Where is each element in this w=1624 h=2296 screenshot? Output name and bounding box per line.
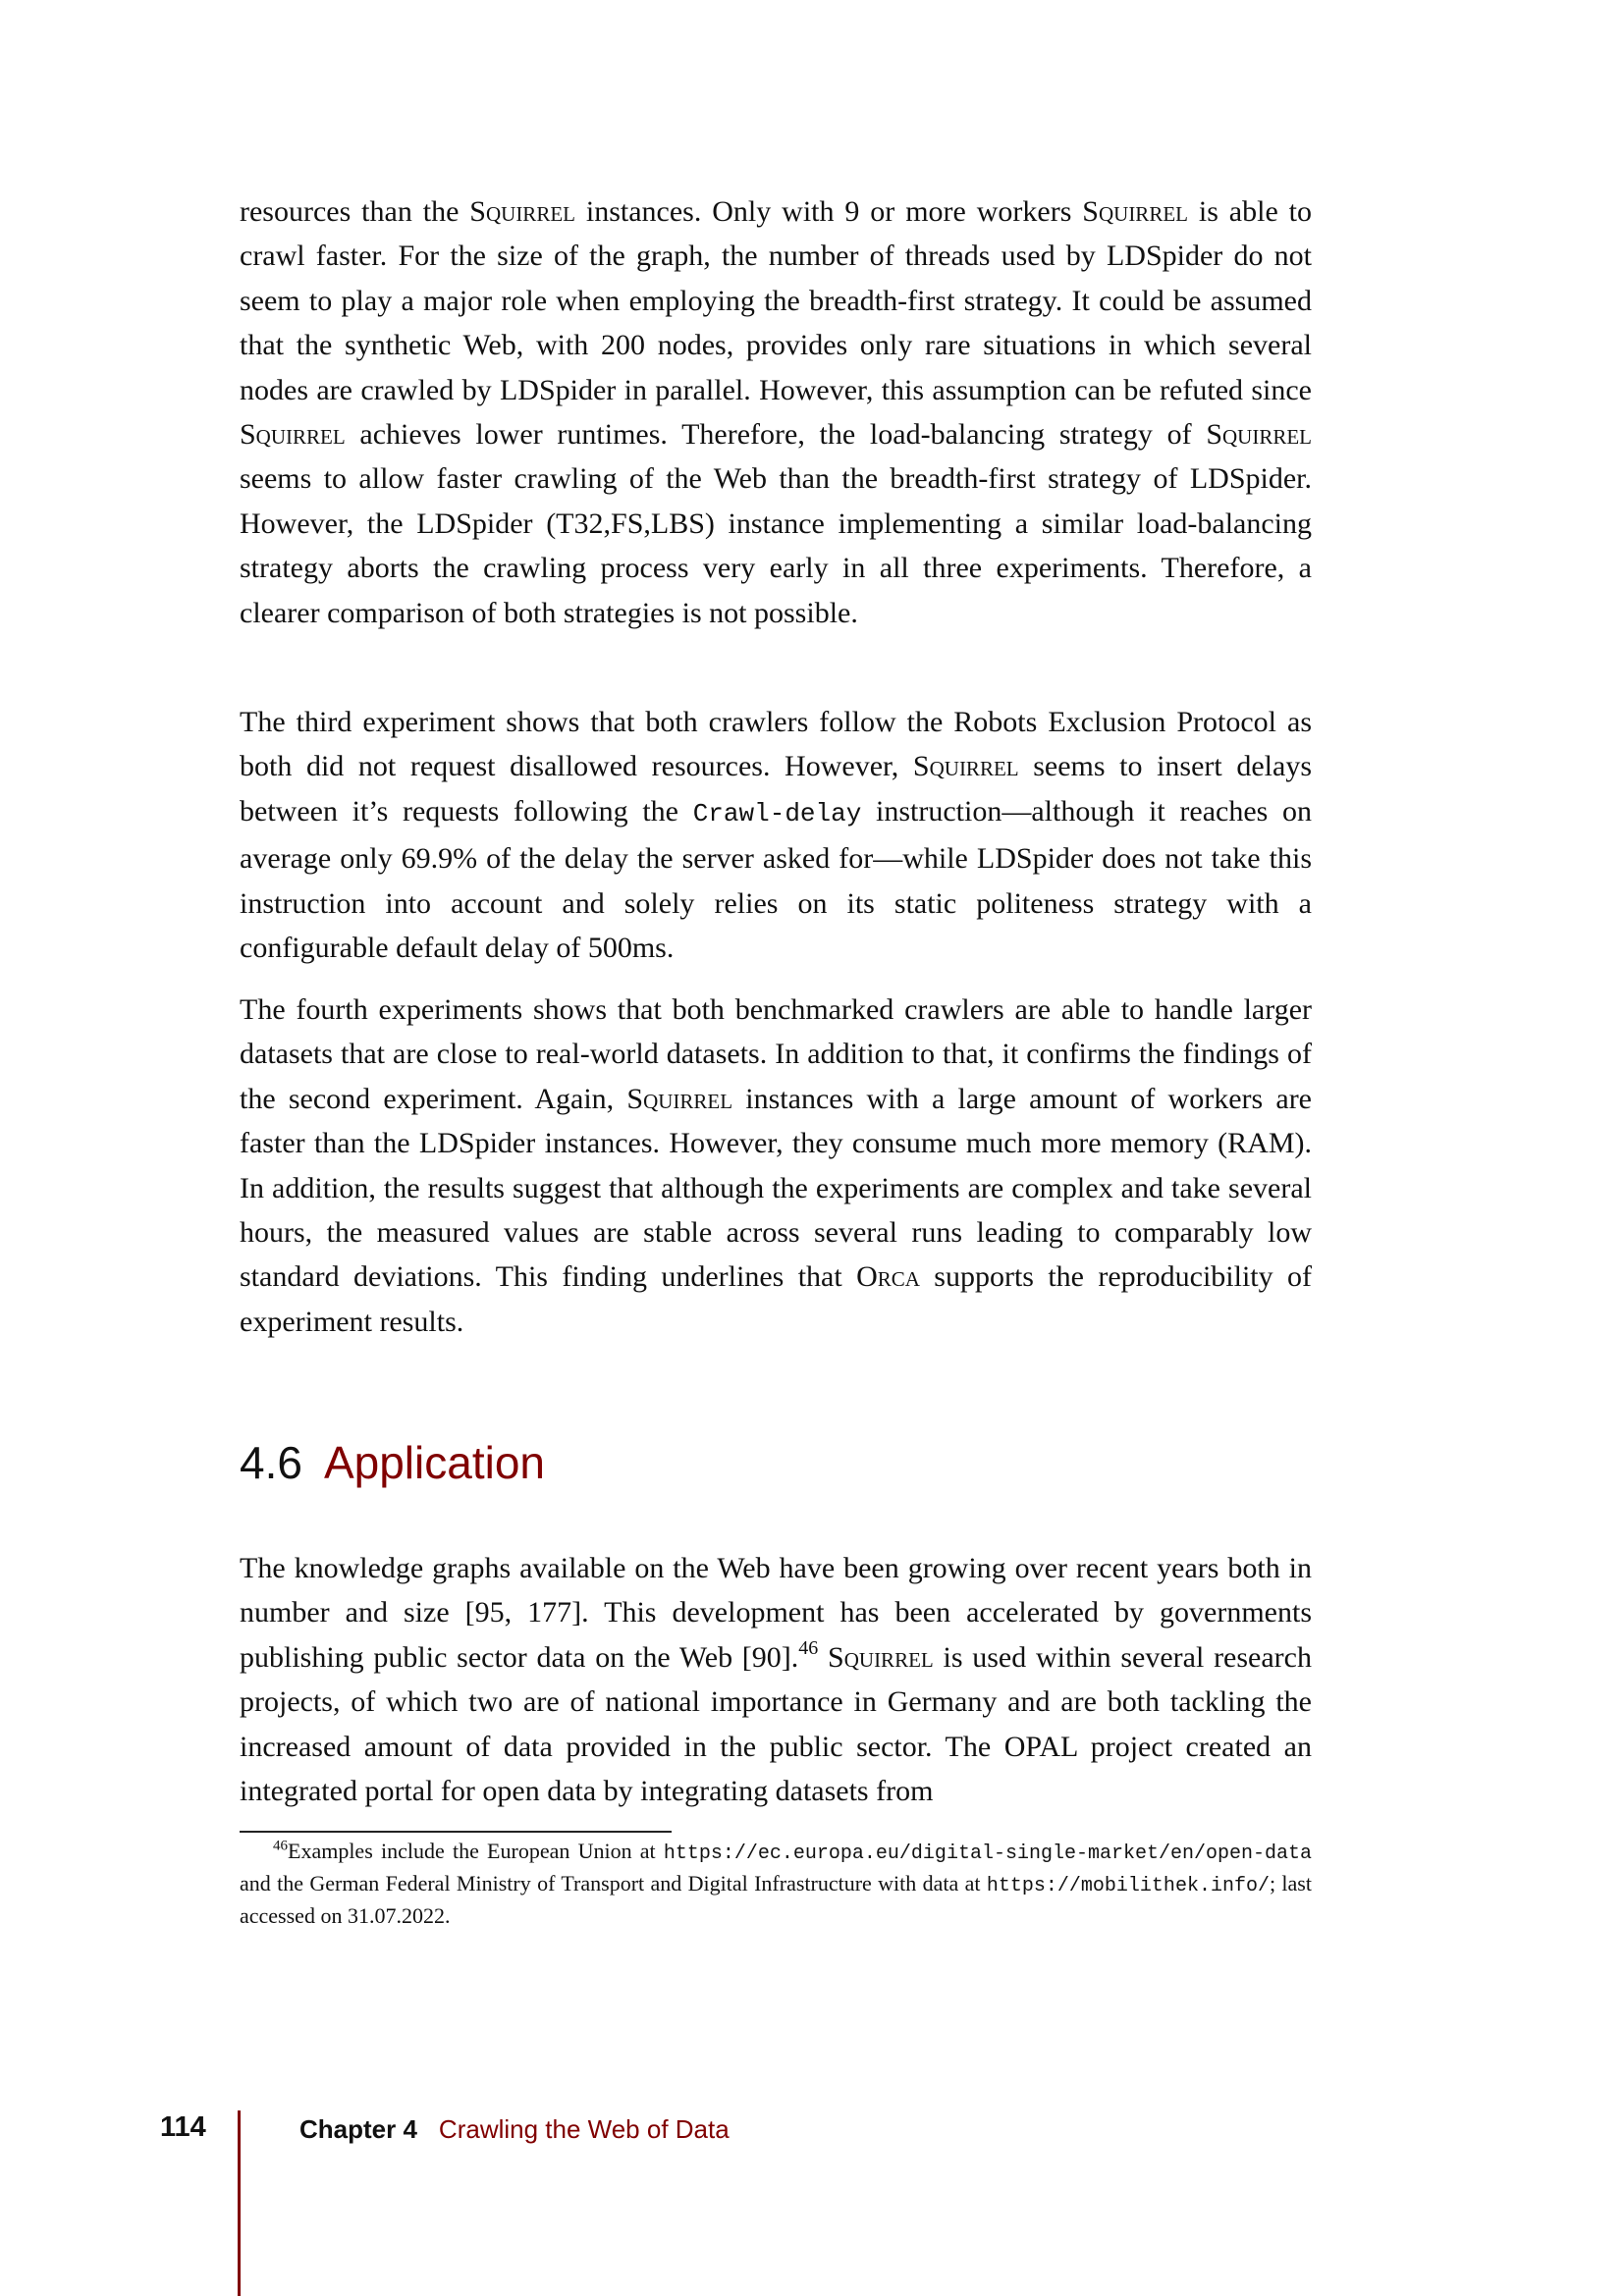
software-name-squirrel: Squirrel <box>1082 195 1188 228</box>
footer-divider <box>238 2110 241 2296</box>
chapter-title: Crawling the Web of Data <box>438 2114 730 2144</box>
software-name-orca: Orca <box>856 1260 920 1294</box>
paragraph-third-experiment <box>240 700 1312 970</box>
paragraph-crawler-comparison <box>240 189 1312 635</box>
page-number: 114 <box>160 2111 206 2143</box>
footnote-divider <box>240 1831 672 1833</box>
software-name-squirrel: Squirrel <box>240 418 346 452</box>
software-name-squirrel: Squirrel <box>626 1082 733 1115</box>
software-name-squirrel: Squirrel <box>912 750 1019 783</box>
section-number: 4.6 <box>240 1437 302 1488</box>
footnote-link-mobilithek[interactable]: https://mobilithek.info/ <box>986 1875 1270 1897</box>
footnote: $^{46}$Examples include the European Union at https://ec.europa.eu/digital-single-market/en/open-data and the German Federal Ministry of Transport and Digital Infrastructure with data at https://mobilithek.info/; last accessed on 31.07.2022. <box>240 1838 1312 1928</box>
software-name-squirrel: Squirrel <box>828 1640 934 1674</box>
paragraph-application <box>240 1546 1312 1813</box>
section-heading <box>240 1435 545 1490</box>
software-name-squirrel: Squirrel <box>469 195 575 228</box>
inline-code-crawl-delay: Crawl-delay <box>692 798 862 828</box>
software-name-squirrel: Squirrel <box>1206 418 1312 452</box>
footnote-reference[interactable]: 46 <box>798 1636 819 1659</box>
footnote-link-eu-open-data[interactable]: https://ec.europa.eu/digital-single-market/en/open-data <box>663 1842 1312 1865</box>
footnote-marker: 46 <box>273 1838 288 1854</box>
section-title: Application <box>323 1437 545 1488</box>
paragraph-fourth-experiment <box>240 988 1312 1344</box>
body-paragraph: The fourth experiments shows that both benchmarked crawlers are able to handle larger datasets that are close to real-world datasets. In addition to that, it confirms the findings of the second experiment. Again, Squirrel instances with a large amount of workers are faster than the LDSpider instances. However, they consume much more memory (RAM). In addition, the results suggest that although the experiments are complex and take several hours, the measured values are stable across several runs leading to comparably low standard deviations. This finding underlines that Orca supports the reproducibility of experiment results. <box>240 993 1312 1338</box>
chapter-label: Chapter 4 <box>299 2114 417 2144</box>
body-paragraph: resources than the Squirrel instances. Only with 9 or more workers Squirrel is able to crawl faster. For the size of the graph, the number of threads used by LDSpider do not seem to play a major role when employing the breadth-first strategy. It could be assumed that the synthetic Web, with 200 nodes, provides only rare situations in which several nodes are crawled by LDSpider in parallel. However, this assumption can be refuted since Squirrel achieves lower runtimes. Therefore, the load-balancing strategy of Squirrel seems to allow faster crawling of the Web than the breadth-first strategy of LDSpider. However, the LDSpider (T32,FS,LBS) instance implementing a similar load-balancing strategy aborts the crawling process very early in all three experiments. Therefore, a clearer comparison of both strategies is not possible. <box>240 195 1313 629</box>
body-paragraph: The knowledge graphs available on the Web have been growing over recent years both in number and size [95, 177]. This development has been accelerated by governments publishing public sector data on the Web [90].$^{46}$ Squirrel is used within several research projects, of which two are of national importance in Germany and are both tackling the increased amount of data provided in the public sector. The OPAL project created an integrated portal for open data by integrating datasets from <box>240 1552 1312 1808</box>
running-head <box>299 2113 730 2145</box>
body-paragraph: The third experiment shows that both crawlers follow the Robots Exclusion Protocol as both did not request disallowed resources. However, Squirrel seems to insert delays between it’s requests following the Crawl-delay instruction—although it reaches on average only 69.9% of the delay the server asked for—while LDSpider does not take this instruction into account and solely relies on its static politeness strategy with a configurable default delay of 500ms. <box>240 706 1313 965</box>
